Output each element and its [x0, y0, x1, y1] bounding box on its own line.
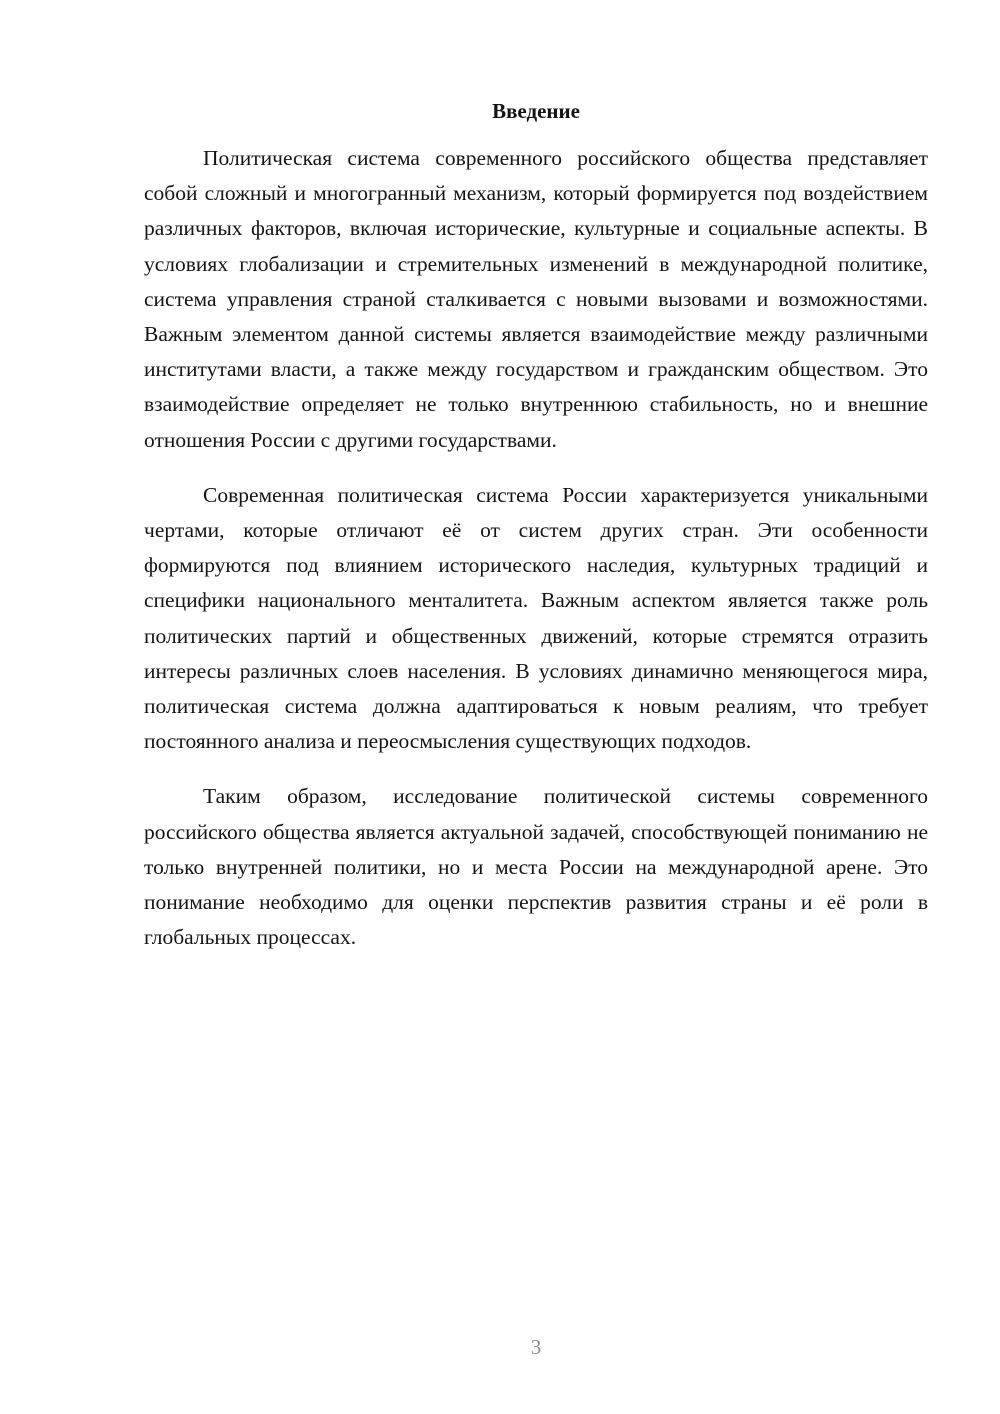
- page-number: 3: [530, 1335, 542, 1359]
- paragraph-2: Современная политическая система России характеризуется уникальными чертами, которые отличают её от систем других стран. Эти особенности формируются под влиянием исторического наследия, культурных традиций и специфики национального менталитета. Важным аспектом является также роль политических партий и общественных движений, которые стремятся отразить интересы различных слоев населения. В условиях динамично меняющегося мира, политическая система должна адаптироваться к новым реалиям, что требует постоянного анализа и переосмысления существующих подходов.: [144, 482, 928, 754]
- page-title: Введение: [492, 99, 580, 123]
- paragraph-1: Политическая система современного российского общества представляет собой сложный и многогранный механизм, который формируется под воздействием различных факторов, включая исторические, культурные и социальные аспекты. В условиях глобализации и стремительных изменений в международной политике, система управления страной сталкивается с новыми вызовами и возможностями. Важным элементом данной системы является взаимодействие между различными институтами власти, а также между государством и гражданским обществом. Это взаимодействие определяет не только внутреннюю стабильность, но и внешние отношения России с другими государствами.: [144, 146, 928, 452]
- body-text: [144, 141, 928, 975]
- paragraph-3: Таким образом, исследование политической системы современного российского общества является актуальной задачей, способствующей пониманию не только внутренней политики, но и места России на международной арене. Это понимание необходимо для оценки перспектив развития страны и её роли в глобальных процессах.: [144, 784, 928, 950]
